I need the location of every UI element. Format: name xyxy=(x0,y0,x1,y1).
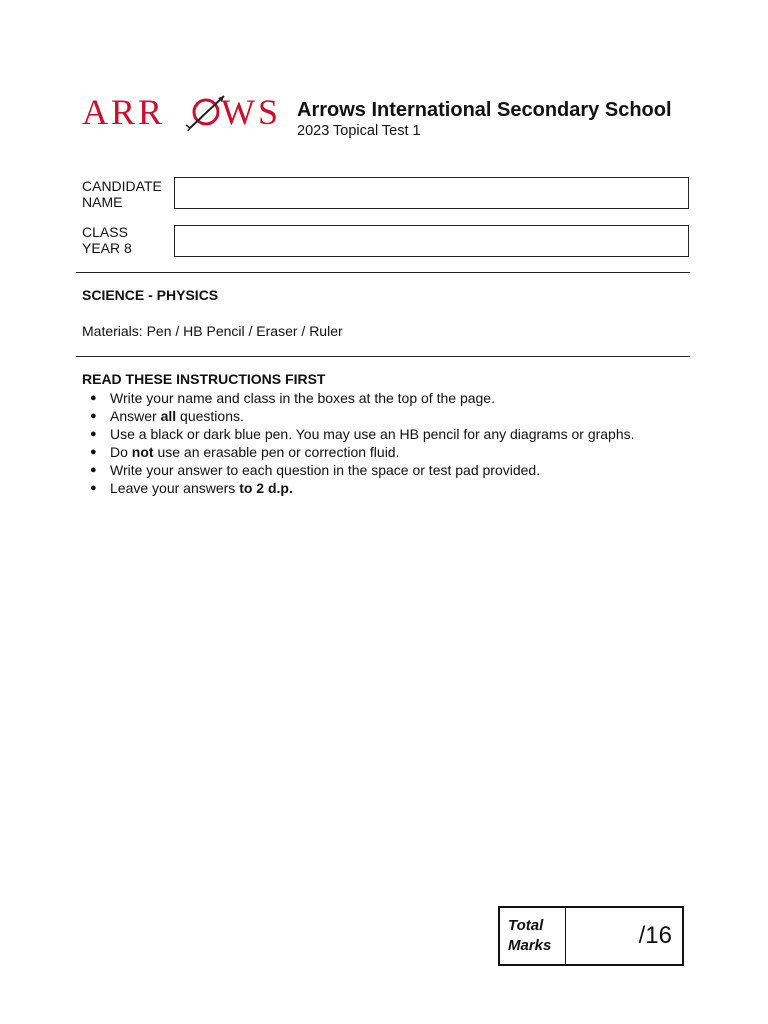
candidate-label-line2: NAME xyxy=(82,194,123,210)
candidate-name-label xyxy=(82,178,162,210)
svg-text:WS: WS xyxy=(221,92,281,132)
total-marks-box xyxy=(498,906,684,966)
arrows-logo-icon xyxy=(82,92,292,132)
bullet-icon: ● xyxy=(90,392,97,404)
materials-text: Materials: Pen / HB Pencil / Eraser / Ruler xyxy=(82,323,343,339)
divider-bottom xyxy=(76,356,690,357)
class-label-line2: YEAR 8 xyxy=(82,240,132,256)
school-name: Arrows International Secondary School xyxy=(297,99,672,121)
instruction-item: ● Answer all questions. xyxy=(90,408,244,424)
total-label-line1: Total xyxy=(508,917,544,934)
arrows-logo xyxy=(82,92,292,132)
instruction-item: ● Do not use an erasable pen or correction fluid. xyxy=(90,444,400,460)
instruction-item: ● Leave your answers to 2 d.p. xyxy=(90,480,293,496)
instruction-item: ● Write your answer to each question in the space or test pad provided. xyxy=(90,462,541,478)
candidate-label-line1: CANDIDATE xyxy=(82,178,162,194)
bullet-icon: ● xyxy=(90,464,97,476)
divider-top xyxy=(76,272,690,273)
instructions-title: READ THESE INSTRUCTIONS FIRST xyxy=(82,371,326,387)
bullet-icon: ● xyxy=(90,410,97,422)
bullet-icon: ● xyxy=(90,428,97,440)
bullet-icon: ● xyxy=(90,482,97,494)
test-title: 2023 Topical Test 1 xyxy=(297,123,421,139)
instruction-item: ● Write your name and class in the boxes at the top of the page. xyxy=(90,390,495,406)
class-label-line1: CLASS xyxy=(82,224,128,240)
subject-title: SCIENCE - PHYSICS xyxy=(82,287,219,303)
total-label-line2: Marks xyxy=(508,937,552,954)
class-label xyxy=(82,224,132,256)
instruction-item: ● Use a black or dark blue pen. You may use an HB pencil for any diagrams or graphs. xyxy=(90,426,635,442)
total-marks-label xyxy=(500,908,566,964)
bullet-icon: ● xyxy=(90,446,97,458)
candidate-name-field[interactable] xyxy=(174,177,689,209)
instructions-list xyxy=(90,389,635,497)
total-marks-value: /16 xyxy=(638,922,672,949)
class-field[interactable] xyxy=(174,225,689,257)
svg-text:ARR: ARR xyxy=(82,92,166,132)
